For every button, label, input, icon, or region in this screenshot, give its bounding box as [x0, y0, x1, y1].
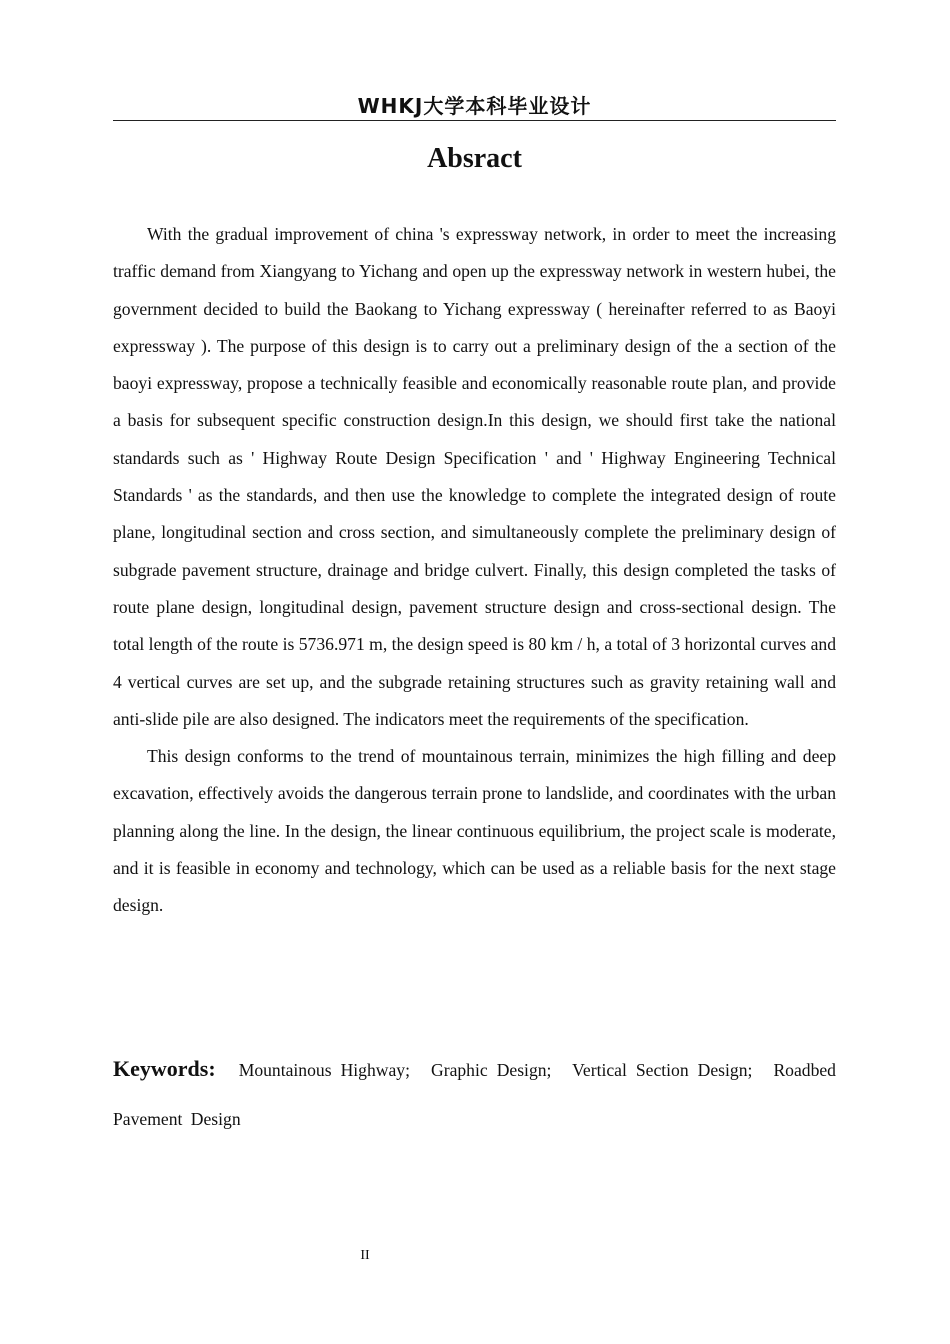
keyword-item: Vertical Section Design; — [572, 1060, 753, 1080]
keywords-label: Keywords: — [113, 1056, 216, 1081]
abstract-paragraph: With the gradual improvement of china 's expressway network, in order to meet the increasing traffic demand from Xiangyang to Yichang and open up the expressway network in western hubei, the government decided to build the Baokang to Yichang expressway ( hereinafter referred to as Baoyi expressway ). The purpose of this design is to carry out a preliminary design of the a section of the baoyi expressway, propose a technically feasible and economically reasonable route plan, and provide a basis for subsequent specific construction design.In this design, we should first take the national standards such as ' Highway Route Design Specification ' and ' Highway Engineering Technical Standards ' as the standards, and then use the knowledge to complete the integrated design of route plane, longitudinal section and cross section, and simultaneously complete the preliminary design of subgrade pavement structure, drainage and bridge culvert. Finally, this design completed the tasks of route plane design, longitudinal design, pavement structure design and cross-sectional design. The total length of the route is 5736.971 m, the design speed is 80 km / h, a total of 3 horizontal curves and 4 vertical curves are set up, and the subgrade retaining structures such as gravity retaining wall and anti-slide pile are also designed. The indicators meet the requirements of the specification. — [113, 224, 836, 729]
header-text: WHKJ大学本科毕业设计 — [357, 94, 592, 118]
abstract-body — [113, 216, 836, 925]
running-header — [113, 92, 836, 121]
keyword-item: Graphic Design; — [431, 1060, 552, 1080]
page-number: II — [360, 1248, 370, 1263]
keyword-item: Roadbed Pavement Design — [113, 1060, 836, 1129]
page-title: Absract — [427, 143, 522, 174]
keywords-section — [113, 1044, 836, 1144]
abstract-paragraph: This design conforms to the trend of mountainous terrain, minimizes the high filling and deep excavation, effectively avoids the dangerous terrain prone to landslide, and coordinates with the urban planning along the line. In the design, the linear continuous equilibrium, the project scale is moderate, and it is feasible in economy and technology, which can be used as a reliable basis for the next stage design. — [113, 746, 836, 916]
keyword-item: Mountainous Highway; — [238, 1060, 410, 1080]
